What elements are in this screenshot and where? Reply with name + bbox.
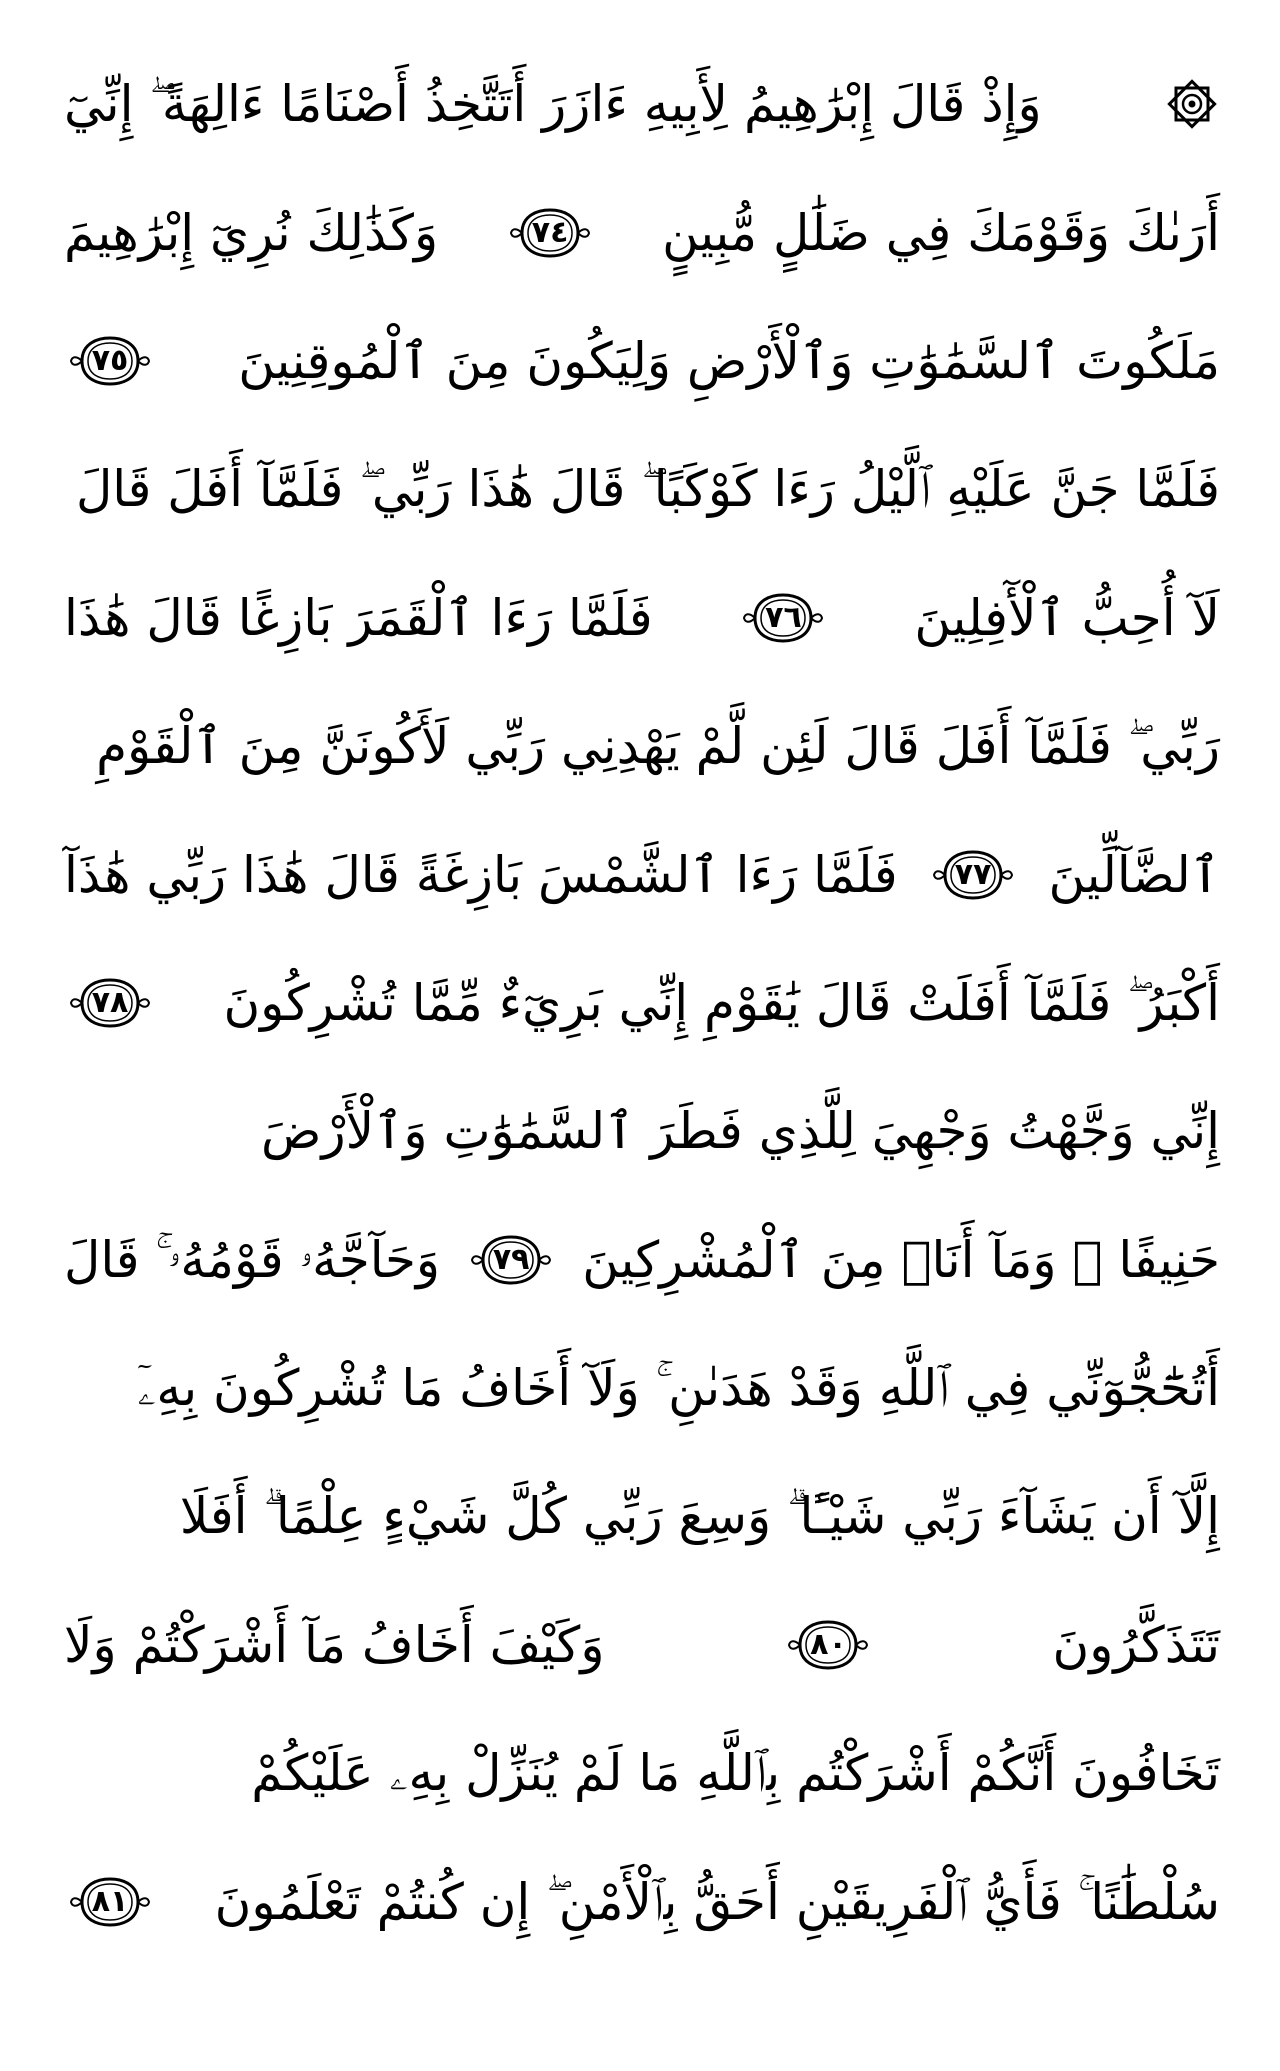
verse-text: إِلَّآ أَن يَشَآءَ رَبِّي شَيْـًٔا ۗ وَسِعَ رَبِّي كُلَّ شَيْءٍ عِلْمًا ۗ أَفَلَا	[179, 1487, 1220, 1546]
ayah-number: ٧٥	[91, 342, 129, 378]
verse-text: وَكَيْفَ أَخَافُ مَآ أَشْرَكْتُمْ وَلَا	[64, 1615, 605, 1674]
ayah-number: ٨١	[91, 1883, 129, 1919]
verse-line	[64, 1837, 1220, 1965]
verse-text: أَكْبَرُ ۖ فَلَمَّآ أَفَلَتْ قَالَ يَٰقَوْمِ إِنِّي بَرِيٓءٌ مِّمَّا تُشْرِكُونَ	[223, 973, 1220, 1032]
verse-text: سُلْطَٰنًا ۚ فَأَيُّ ٱلْفَرِيقَيْنِ أَحَقُّ بِٱلْأَمْنِ ۖ إِن كُنتُمْ تَعْلَمُونَ	[214, 1872, 1220, 1931]
ayah-end-ornament-icon	[741, 590, 825, 646]
ayah-end-ornament-icon	[68, 975, 152, 1031]
verse-text: حَنِيفًا ۖ وَمَآ أَنَا۠ مِنَ ٱلْمُشْرِكِينَ	[582, 1230, 1220, 1289]
verse-line	[64, 1581, 1220, 1709]
verse-line	[64, 939, 1220, 1067]
ayah-end-ornament-icon	[786, 1617, 870, 1673]
ayah-number: ٨٠	[810, 1626, 847, 1662]
verse-lines	[64, 40, 1220, 1966]
ayah-end-ornament-icon	[469, 1232, 553, 1288]
verse-line	[64, 168, 1220, 296]
verse-line	[64, 682, 1220, 810]
verse-line	[64, 1196, 1220, 1324]
verse-text: أَتُحَٰٓجُّوٓنِّي فِي ٱللَّهِ وَقَدْ هَدَىٰنِ ۚ وَلَآ أَخَافُ مَا تُشْرِكُونَ بِهِۦٓ	[137, 1359, 1220, 1418]
ayah-number: ٧٤	[531, 214, 569, 250]
rub-el-hizb-icon	[1164, 76, 1220, 132]
ayah-number: ٧٦	[765, 599, 802, 635]
ayah-end-ornament-icon	[508, 205, 592, 261]
verse-line	[64, 1324, 1220, 1452]
verse-line	[64, 297, 1220, 425]
verse-text: أَرَىٰكَ وَقَوْمَكَ فِي ضَلَٰلٍ مُّبِينٍ	[662, 203, 1220, 262]
verse-text: لَآ أُحِبُّ ٱلْأٓفِلِينَ	[914, 588, 1220, 647]
ayah-end-ornament-icon	[68, 333, 152, 389]
verse-text: تَخَافُونَ أَنَّكُمْ أَشْرَكْتُم بِٱللَّهِ مَا لَمْ يُنَزِّلْ بِهِۦ عَلَيْكُمْ	[251, 1744, 1220, 1803]
verse-text: فَلَمَّا جَنَّ عَلَيْهِ ٱلَّيْلُ رَءَا كَوْكَبًا ۖ قَالَ هَٰذَا رَبِّي ۖ فَلَمَّآ أَفَلَ قَالَ	[75, 460, 1220, 519]
ayah-end-ornament-icon	[68, 1874, 152, 1930]
verse-text: وَإِذْ قَالَ إِبْرَٰهِيمُ لِأَبِيهِ ءَازَرَ أَتَتَّخِذُ أَصْنَامًا ءَالِهَةً ۖ إِنِّيٓ	[64, 75, 1042, 134]
verse-text: رَبِّي ۖ فَلَمَّآ أَفَلَ قَالَ لَئِن لَّمْ يَهْدِنِي رَبِّي لَأَكُونَنَّ مِنَ ٱلْقَوْمِ	[96, 717, 1220, 776]
verse-text: إِنِّي وَجَّهْتُ وَجْهِيَ لِلَّذِي فَطَرَ ٱلسَّمَٰوَٰتِ وَٱلْأَرْضَ	[261, 1102, 1220, 1161]
verse-line	[64, 1067, 1220, 1195]
verse-line	[64, 810, 1220, 938]
verse-line	[64, 1452, 1220, 1580]
verse-line	[64, 554, 1220, 682]
verse-text: ٱلضَّآلِّينَ	[1048, 845, 1220, 904]
verse-text: فَلَمَّا رَءَا ٱلْقَمَرَ بَازِغًا قَالَ هَٰذَا	[64, 588, 653, 647]
ayah-number: ٧٩	[492, 1241, 530, 1277]
verse-text: مَلَكُوتَ ٱلسَّمَٰوَٰتِ وَٱلْأَرْضِ وَلِيَكُونَ مِنَ ٱلْمُوقِنِينَ	[238, 331, 1220, 390]
verse-text: وَكَذَٰلِكَ نُرِيٓ إِبْرَٰهِيمَ	[64, 203, 439, 262]
verse-line	[64, 40, 1220, 168]
verse-line	[64, 1709, 1220, 1837]
ayah-end-ornament-icon	[931, 847, 1015, 903]
verse-text: تَتَذَكَّرُونَ	[1052, 1615, 1220, 1674]
ayah-number: ٧٨	[91, 984, 129, 1020]
verse-text: وَحَآجَّهُۥ قَوْمُهُۥ ۚ قَالَ	[64, 1230, 441, 1289]
verse-text: فَلَمَّا رَءَا ٱلشَّمْسَ بَازِغَةً قَالَ هَٰذَا رَبِّي هَٰذَآ	[64, 845, 898, 904]
ayah-number: ٧٧	[954, 856, 992, 892]
verse-line	[64, 425, 1220, 553]
